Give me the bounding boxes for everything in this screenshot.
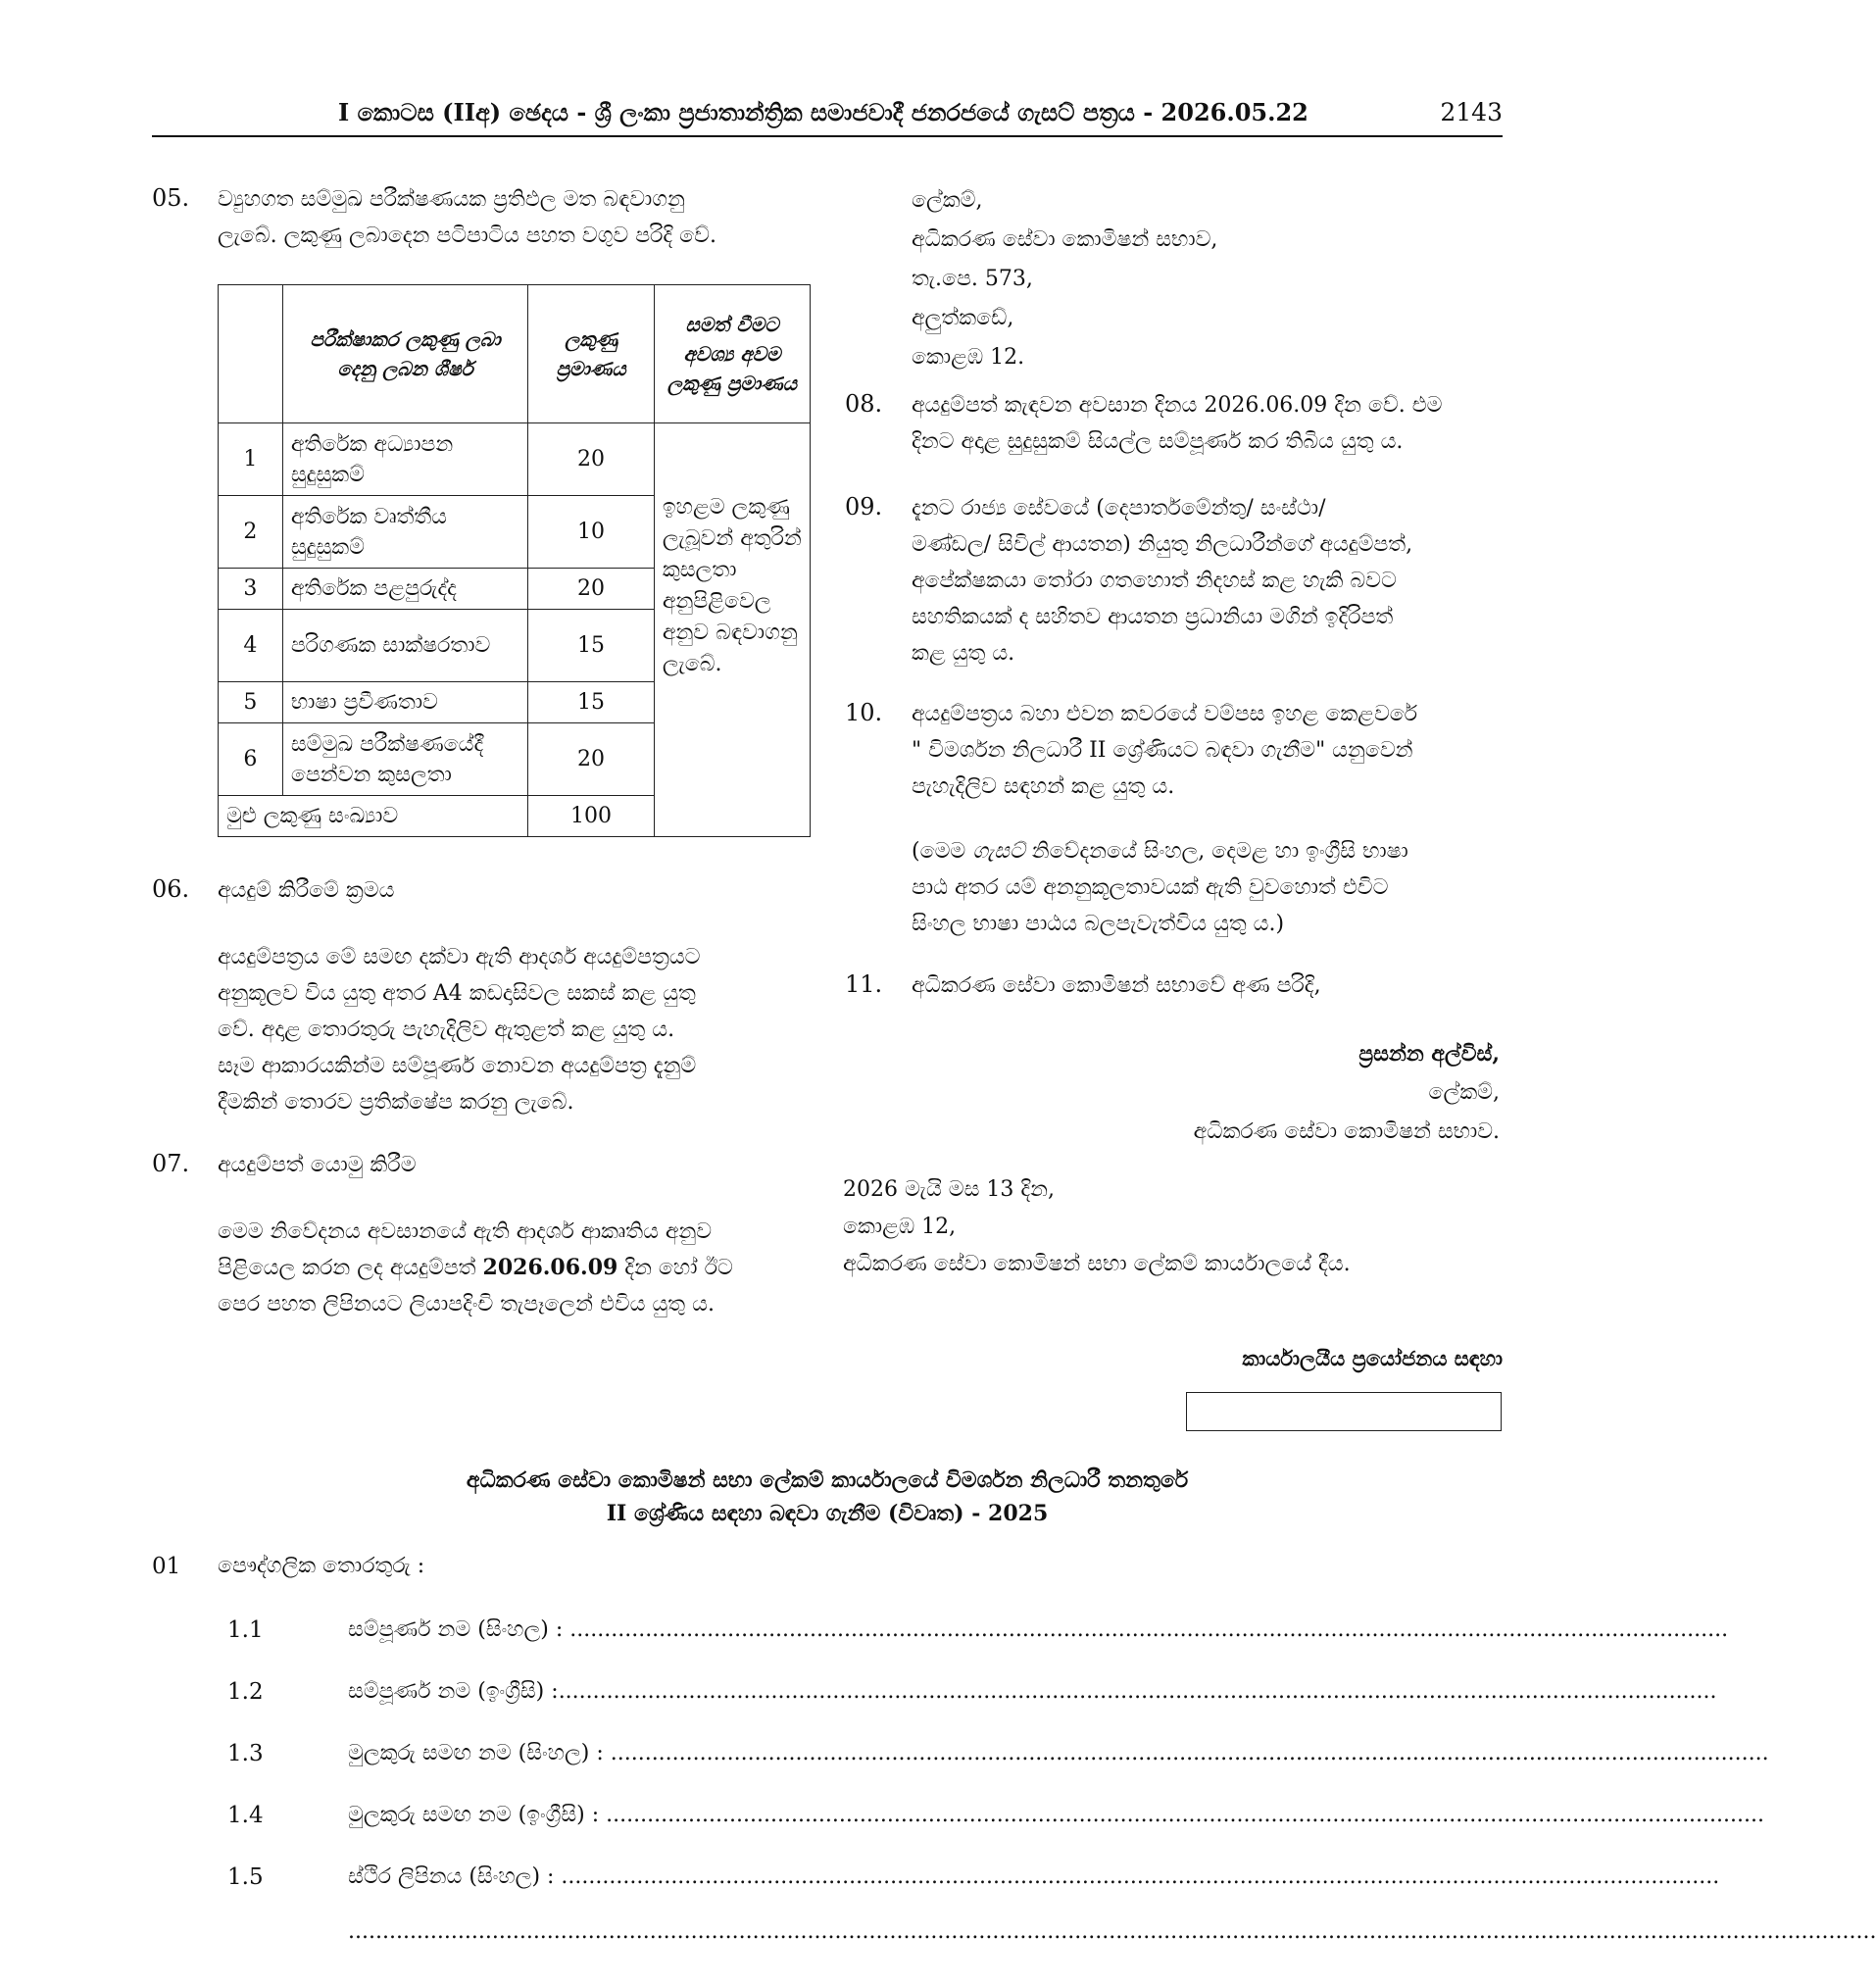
marks-table — [218, 284, 811, 837]
address-line: අධිකරණ සේවා කොමිෂන් සභාව, — [912, 227, 1218, 252]
section-09-text — [912, 490, 1503, 671]
row-criteria: අතිරේක වෘත්තීය සුදුසුකම් — [282, 496, 527, 569]
section-09-line: සහතිකයක් ද සහිතව ආයතන ප්‍රධානියා මගින් ඉදිරිපත් — [912, 605, 1394, 629]
section-06-heading: අයදුම් කිරීමේ ක්‍රමය — [218, 878, 395, 903]
header-min-marks: සමත් වීමට අවශ්‍ය අවම ලකුණු ප්‍රමාණය — [654, 285, 810, 423]
note-line — [912, 833, 1503, 869]
row-number: 1 — [219, 423, 283, 496]
section-06-text — [218, 939, 811, 1120]
field-number: 1.4 — [227, 1803, 264, 1828]
full-name-english-field[interactable] — [348, 1679, 1717, 1704]
row-criteria: අතිරේක අධ්‍යාපන සුදුසුකම් — [282, 423, 527, 496]
section-09-line: කළ යුතු ය. — [912, 641, 1015, 666]
field-label: ස්ථිර ලිපිනය (සිංහල) : — [348, 1864, 562, 1889]
field-label: මුලකුරු සමඟ නම (ඉංග්‍රීසි) : — [348, 1803, 607, 1827]
section-10-text — [912, 696, 1503, 805]
section-08-line: දිනට අදාළ සුදුසුකම් සියල්ල සම්පූර්ණ කර තිබිය යුතු ය. — [912, 429, 1404, 454]
min-marks-note: ඉහළම ලකුණු ලැබූවන් අතුරින් කුසලතා අනුපිළිවෙල අනුව බඳවාගනු ලැබේ. — [654, 423, 810, 837]
row-criteria: භාෂා ප්‍රවීණතාව — [282, 682, 527, 723]
section-09-line: දැනට රාජ්‍ය සේවයේ (දෙපාර්තමේන්තු/ සංස්ථා/ — [912, 496, 1326, 521]
postal-address — [912, 181, 1217, 377]
section-07-line2-post: දින හෝ ඊට — [617, 1256, 733, 1280]
section-05-line: ලැබේ. ලකුණු ලබාදෙන පටිපාටිය පහත වගුව පරිදි වේ. — [218, 224, 716, 248]
field-label: සම්පූර්ණ නම (සිංහල) : — [348, 1617, 570, 1642]
date-place-block — [843, 1171, 1503, 1283]
row-criteria: සම්මුඛ පරීක්ෂණයේදී පෙන්වන කුසලතා — [282, 723, 527, 796]
row-marks: 20 — [528, 423, 655, 496]
section-10-line: " විමර්ශන නිලධාරී II ශ්‍රේණියට බඳවා ගැනීම" යනුවෙන් — [912, 738, 1413, 763]
field-dots: ......................................................................................................................................................................... — [569, 1617, 1729, 1642]
deadline-date: 2026.06.09 — [482, 1255, 618, 1280]
row-number: 3 — [219, 569, 283, 610]
field-dots: ......................................................................................................................................................................... — [561, 1864, 1720, 1889]
address-line: ලේකම්, — [912, 188, 983, 213]
section-08-line: අයදුම්පත් කැඳවන අවසාන දිනය 2026.06.09 දින වේ. එම — [912, 393, 1443, 418]
row-marks: 10 — [528, 496, 655, 569]
section-09-number: 09. — [845, 493, 883, 521]
field-dots: ......................................................................................................................................................................... — [606, 1803, 1764, 1827]
table-row — [219, 423, 811, 496]
section-11-text: අධිකරණ සේවා කොමිෂන් සභාවේ අණ පරිදි, — [912, 973, 1321, 998]
gazette-title: I කොටස (IIඅ) ඡෙදය - ශ්‍රී ලංකා ප්‍රජාතාන්ත්‍රික සමාජවාදී ජනරජයේ ගැසට් පත්‍රය - 2026.05.22 — [338, 98, 1308, 126]
office-use-box — [1186, 1392, 1502, 1431]
section-06-number: 06. — [152, 875, 190, 903]
name-with-initials-sinhala-field[interactable] — [348, 1741, 1769, 1765]
field-dots: ......................................................................................................................................................................... — [610, 1741, 1769, 1765]
section-06-line: දීමකින් තොරව ප්‍රතික්ෂේප කරනු ලැබේ. — [218, 1090, 574, 1115]
form-section-number: 01 — [152, 1554, 181, 1579]
header-number — [219, 285, 283, 423]
language-note — [912, 833, 1503, 942]
date-place-line: අධිකරණ සේවා කොමිෂන් සභා ලේකම් කාර්යාලයේ දීය. — [843, 1252, 1351, 1276]
form-title-line2: II ශ්‍රේණිය සඳහා බඳවා ගැනීම (විවෘත) - 2025 — [606, 1501, 1049, 1526]
total-label: මුළු ලකුණු සංඛ්‍යාව — [219, 796, 528, 837]
field-label: මුලකුරු සමඟ නම (සිංහල) : — [348, 1741, 611, 1765]
page-header — [152, 98, 1503, 137]
signatory-name: ප්‍රසන්න අල්විස්, — [1358, 1041, 1500, 1067]
page-number: 2143 — [1440, 98, 1503, 126]
form-title-line1: අධිකරණ සේවා කොමිෂන් සභා ලේකම් කාර්යාලයේ විමර්ශන නිලධාරී තනතුරේ — [466, 1467, 1189, 1493]
section-06-line: වේ. අදාළ තොරතුරු පැහැදිලිව ඇතුළත් කළ යුතු ය. — [218, 1018, 675, 1042]
section-07-line — [218, 1250, 811, 1286]
section-07-text — [218, 1214, 811, 1322]
row-marks: 15 — [528, 682, 655, 723]
signature-block — [1194, 1034, 1500, 1152]
field-number: 1.2 — [227, 1679, 264, 1705]
section-07-heading: අයදුම්පත් යොමු කිරීම — [218, 1153, 417, 1177]
section-06-line: සෑම ආකාරයකින්ම සම්පූර්ණ නොවන අයදුම්පත්‍ර දැනුම් — [218, 1054, 697, 1078]
signatory-org: අධිකරණ සේවා කොමිෂන් සභාව. — [1193, 1119, 1500, 1144]
section-11-number: 11. — [845, 970, 883, 998]
section-09-line: මණ්ඩල/ සිවිල් ආයතන) නියුතු නිලධාරීන්ගේ අයදුම්පත්, — [912, 532, 1413, 557]
address-line: අලුත්කඩේ, — [912, 306, 1014, 330]
row-marks: 20 — [528, 723, 655, 796]
address-line: කොළඹ 12. — [912, 345, 1025, 370]
marks-table-header-row — [219, 285, 811, 423]
section-09-line: අපේක්ෂකයා තෝරා ගතහොත් නිදහස් කළ හැකි බවට — [912, 569, 1397, 593]
section-10-line: අයදුම්පත්‍රය බහා එවන කවරයේ වම්පස ඉහළ කෙළවරේ — [912, 702, 1418, 726]
header-criteria: පරීක්ෂාකර ලකුණු ලබා දෙනු ලබන ශීර්ෂ — [282, 285, 527, 423]
row-marks: 20 — [528, 569, 655, 610]
section-05-text — [218, 181, 811, 254]
row-marks: 15 — [528, 610, 655, 682]
field-number: 1.5 — [227, 1864, 264, 1890]
address-line: තැ.පෙ. 573, — [912, 267, 1033, 291]
office-use-label: කාර්යාලයීය ප්‍රයෝජනය සඳහා — [1242, 1346, 1503, 1370]
full-name-sinhala-field[interactable] — [348, 1617, 1729, 1642]
note-post: නිවේදනයේ සිංහල, දෙමළ හා ඉංග්‍රීසි භාෂා — [1024, 839, 1408, 864]
row-criteria: අතිරේක පළපුරුද්ද — [282, 569, 527, 610]
section-07-number: 07. — [152, 1150, 190, 1177]
date-place-line: කොළඹ 12, — [843, 1215, 957, 1239]
permanent-address-continuation-field[interactable]: ............................................................................................................................................................................................................................... — [348, 1919, 1876, 1944]
note-italic: ගැසට් — [972, 839, 1025, 864]
signatory-title: ලේකම්, — [1428, 1080, 1500, 1105]
section-07-line: පෙර පහත ලිපිනයට ලියාපදිංචි තැපෑලෙන් එවිය යුතු ය. — [218, 1292, 715, 1316]
field-number: 1.3 — [227, 1741, 264, 1766]
row-number: 5 — [219, 682, 283, 723]
section-07-line: මෙම නිවේදනය අවසානයේ ඇති ආදර්ශ ආකෘතිය අනුව — [218, 1219, 713, 1244]
row-number: 4 — [219, 610, 283, 682]
total-value: 100 — [528, 796, 655, 837]
field-dots: ......................................................................................................................................................................... — [558, 1679, 1717, 1704]
field-number: 1.1 — [227, 1617, 264, 1643]
header-marks: ලකුණු ප්‍රමාණය — [528, 285, 655, 423]
section-05-number: 05. — [152, 184, 190, 212]
field-label: සම්පූර්ණ නම (ඉංග්‍රීසි) : — [348, 1679, 559, 1704]
row-criteria: පරිගණක සාක්ෂරතාව — [282, 610, 527, 682]
row-number: 6 — [219, 723, 283, 796]
section-08-text — [912, 387, 1503, 460]
note-line: පාඨ අතර යම් අනනුකූලතාවයක් ඇති වුවහොත් එවිට — [912, 875, 1389, 900]
row-number: 2 — [219, 496, 283, 569]
section-10-line: පැහැදිලිව සඳහන් කළ යුතු ය. — [912, 774, 1175, 799]
permanent-address-sinhala-field[interactable] — [348, 1864, 1720, 1889]
section-06-line: අනුකූලව විය යුතු අතර A4 කඩදාසිවල සකස් කළ යුතු — [218, 981, 696, 1006]
section-10-number: 10. — [845, 699, 883, 726]
note-line: සිංහල භාෂා පාඨය බලපැවැත්විය යුතු ය.) — [912, 912, 1285, 936]
section-05-line: ව්‍යුහගත සම්මුඛ පරීක්ෂණයක ප්‍රතිඵල මත බඳවාගනු — [218, 187, 685, 212]
section-07-line2-pre: පිළියෙල කරන ලද අයදුම්පත් — [218, 1256, 483, 1280]
name-with-initials-english-field[interactable] — [348, 1803, 1764, 1827]
section-08-number: 08. — [845, 390, 883, 418]
form-section-label: පෞද්ගලික තොරතුරු : — [218, 1554, 425, 1578]
note-pre: (මෙම — [912, 839, 973, 864]
date-place-line: 2026 මැයි මස 13 දින, — [843, 1177, 1055, 1202]
section-06-line: අයදුම්පත්‍රය මේ සමඟ දක්වා ඇති ආදර්ශ අයදුම්පත්‍රයට — [218, 945, 701, 969]
